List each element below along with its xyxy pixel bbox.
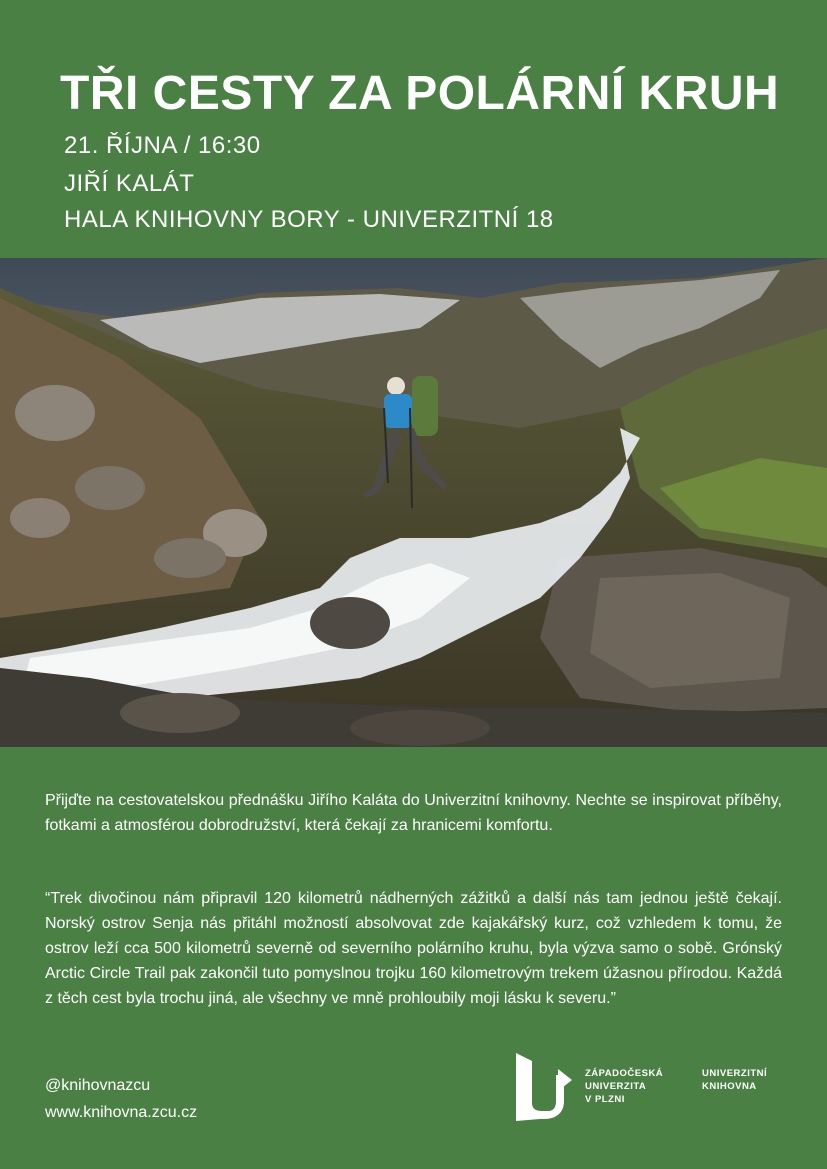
speaker-quote: “Trek divočinou nám připravil 120 kilometrů nádherných zážitků a další nás tam jednou ještě čekají. Norský ostrov Senja nás přitáhl možností absolvovat zde kajakářský kurz, což vzhledem k tomu, že ostrov leží cca 500 kilometrů severně od severního polárního kruhu, byla výzva samo o sobě. Grónský Arctic Circle Trail pak zakončil tuto pomyslnou trojku 160 kilometrovým trekem úžasnou přírodou. Každá z těch cest byla trochu jiná, ale všechny ve mně prohloubily moji lásku k severu.” (45, 890, 782, 1007)
website-link[interactable]: www.knihovna.zcu.cz (45, 1104, 198, 1121)
hiker-crossing-stream-photo (0, 258, 827, 747)
zcu-logo-icon (514, 1053, 574, 1123)
event-venue: HALA KNIHOVNY BORY - UNIVERZITNÍ 18 (64, 206, 554, 233)
contact-info (45, 1072, 197, 1126)
event-title: TŘI CESTY ZA POLÁRNÍ KRUH (60, 67, 780, 120)
library-name: UNIVERZITNÍ KNIHOVNA (702, 1068, 768, 1092)
event-date-time: 21. ŘÍJNA / 16:30 (64, 132, 261, 159)
event-header (0, 0, 827, 258)
university-library-logo (514, 1053, 804, 1123)
social-handle[interactable]: @knihovnazcu (45, 1077, 151, 1094)
intro-paragraph: Přijďte na cestovatelskou přednášku Jiřího Kaláta do Univerzitní knihovny. Nechte se inspirovat příběhy, fotkami a atmosférou dobrodružství, která čekají za hranicemi komfortu. (45, 792, 782, 834)
university-name: ZÁPADOČESKÁ UNIVERZITA V PLZNI (585, 1068, 664, 1105)
event-speaker: JIŘÍ KALÁT (64, 170, 195, 197)
